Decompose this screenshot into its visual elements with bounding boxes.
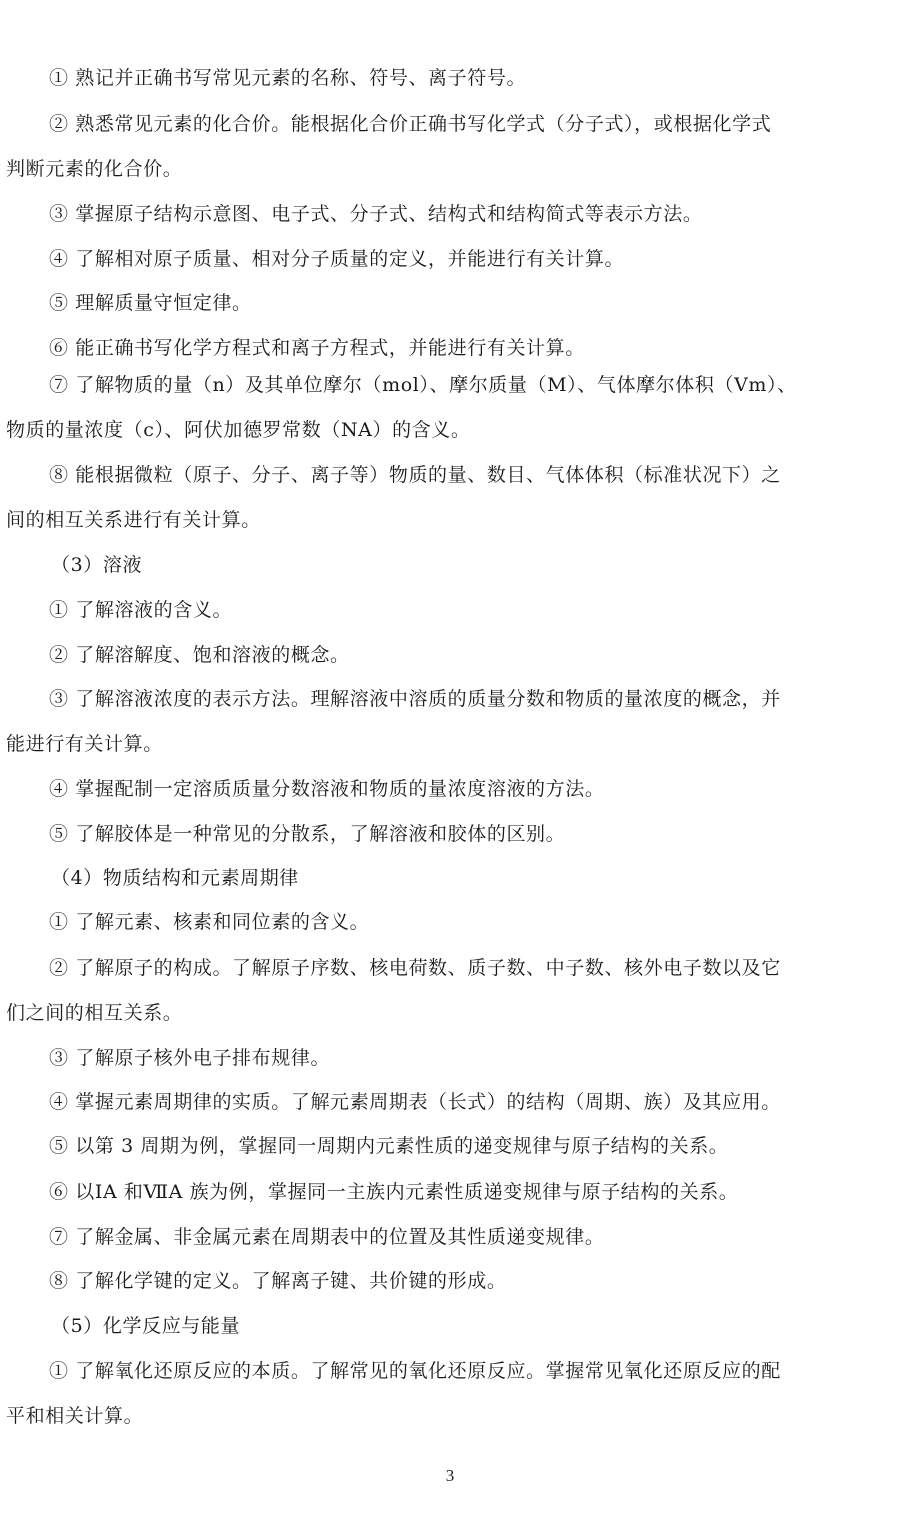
item-11: [0, 677, 900, 767]
item-12-line-1: ④ 掌握配制一定溶质质量分数溶液和物质的量浓度溶液的方法。: [49, 778, 605, 800]
item-14-line-1: ① 了解元素、核素和同位素的含义。: [49, 911, 370, 933]
item-8-line-1: ⑧ 能根据微粒（原子、分子、离子等）物质的量、数目、气体体积（标准状况下）之: [49, 464, 781, 486]
item-4-line-1: ④ 了解相对原子质量、相对分子质量的定义，并能进行有关计算。: [49, 248, 625, 270]
item-3-line-1: ③ 掌握原子结构示意图、电子式、分子式、结构式和结构简式等表示方法。: [49, 203, 703, 225]
item-1-line-1: ① 熟记并正确书写常见元素的名称、符号、离子符号。: [49, 67, 527, 89]
item-16-line-1: ③ 了解原子核外电子排布规律。: [49, 1047, 331, 1069]
item-5: [0, 281, 900, 326]
item-14: [0, 900, 900, 945]
item-22-line-1: ① 了解氧化还原反应的本质。了解常见的氧化还原反应。掌握常见氧化还原反应的配: [49, 1360, 781, 1382]
section-heading-3-text: （3）溶液: [51, 554, 143, 576]
item-11-line-1: ③ 了解溶液浓度的表示方法。理解溶液中溶质的质量分数和物质的量浓度的概念，并: [49, 688, 781, 710]
section-heading-5: [0, 1304, 900, 1349]
section-heading-3: [0, 543, 900, 588]
item-10-line-1: ② 了解溶解度、饱和溶液的概念。: [49, 644, 350, 666]
section-heading-5-text: （5）化学反应与能量: [51, 1315, 241, 1337]
item-17: [0, 1080, 900, 1125]
item-11-line-2: 能进行有关计算。: [6, 733, 163, 755]
item-3: [0, 192, 900, 237]
item-19-line-1: ⑥ 以ⅠA 和ⅦA 族为例，掌握同一主族内元素性质递变规律与原子结构的关系。: [49, 1181, 739, 1203]
item-2-line-1: ② 熟悉常见元素的化合价。能根据化合价正确书写化学式（分子式），或根据化学式: [49, 113, 772, 135]
item-18: [0, 1124, 900, 1169]
item-2: [0, 102, 900, 192]
item-8: [0, 453, 900, 543]
item-4: [0, 237, 900, 282]
item-8-line-2: 间的相互关系进行有关计算。: [6, 509, 261, 531]
item-15-line-1: ② 了解原子的构成。了解原子序数、核电荷数、质子数、中子数、核外电子数以及它: [49, 957, 781, 979]
item-5-line-1: ⑤ 理解质量守恒定律。: [49, 292, 252, 314]
item-13: [0, 812, 900, 857]
item-7-line-1: ⑦ 了解物质的量（n）及其单位摩尔（mol）、摩尔质量（M）、气体摩尔体积（Vm）、: [49, 374, 797, 396]
item-9: [0, 588, 900, 633]
item-18-line-1: ⑤ 以第 3 周期为例，掌握同一周期内元素性质的递变规律与原子结构的关系。: [49, 1135, 729, 1157]
item-6-line-1: ⑥ 能正确书写化学方程式和离子方程式，并能进行有关计算。: [49, 337, 585, 359]
section-heading-4: [0, 856, 900, 901]
item-7-line-2: 物质的量浓度（c）、阿伏加德罗常数（NA）的含义。: [6, 419, 471, 441]
item-9-line-1: ① 了解溶液的含义。: [49, 599, 233, 621]
section-heading-4-text: （4）物质结构和元素周期律: [51, 867, 299, 889]
item-20: [0, 1215, 900, 1260]
item-10: [0, 633, 900, 678]
item-22-line-2: 平和相关计算。: [6, 1405, 144, 1427]
item-12: [0, 767, 900, 812]
item-16: [0, 1036, 900, 1081]
item-15: [0, 946, 900, 1036]
item-22: [0, 1349, 900, 1439]
page-number: 3: [445, 1466, 455, 1485]
item-21: [0, 1259, 900, 1304]
item-17-line-1: ④ 掌握元素周期律的实质。了解元素周期表（长式）的结构（周期、族）及其应用。: [49, 1091, 781, 1113]
item-20-line-1: ⑦ 了解金属、非金属元素在周期表中的位置及其性质递变规律。: [49, 1226, 605, 1248]
item-2-line-2: 判断元素的化合价。: [6, 158, 183, 180]
item-19: [0, 1170, 900, 1215]
item-21-line-1: ⑧ 了解化学键的定义。了解离子键、共价键的形成。: [49, 1270, 507, 1292]
item-15-line-2: 们之间的相互关系。: [6, 1002, 183, 1024]
item-13-line-1: ⑤ 了解胶体是一种常见的分散系，了解溶液和胶体的区别。: [49, 823, 566, 845]
item-1: [0, 56, 900, 101]
item-7: [0, 363, 900, 453]
